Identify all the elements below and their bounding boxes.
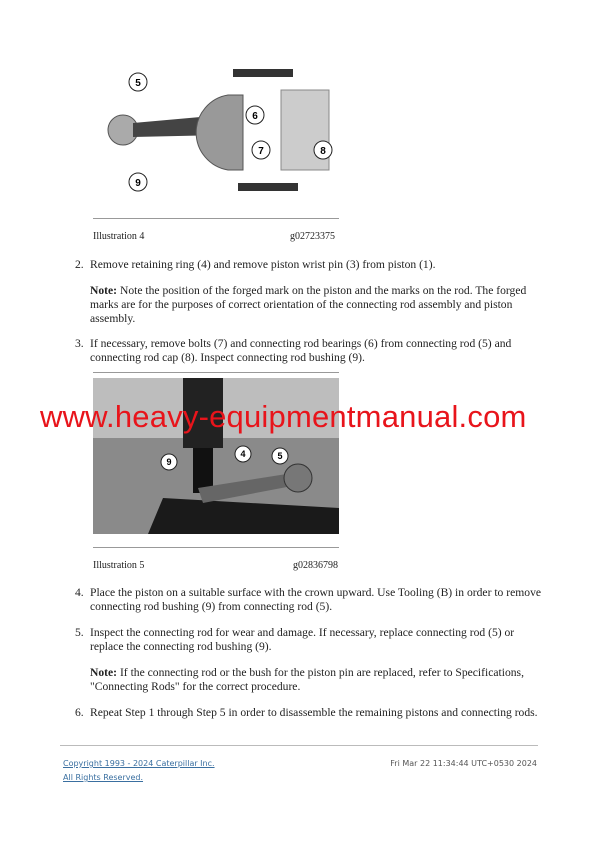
step-6-number: 6. — [75, 706, 84, 719]
note-label: Note: — [90, 284, 118, 297]
callout-6: 6 — [252, 111, 258, 122]
step-5-note — [90, 666, 545, 694]
callout-9: 9 — [135, 178, 141, 189]
step-5-text: Inspect the connecting rod for wear and damage. If necessary, replace connecting rod (5) or replace the connecting rod bushing (9). — [90, 626, 515, 653]
callout-9: 9 — [166, 457, 172, 467]
callout-4: 4 — [240, 449, 246, 459]
rights-link[interactable]: All Rights Reserved. — [63, 773, 144, 782]
step-6-text: Repeat Step 1 through Step 5 in order to disassemble the remaining pistons and connecting rods. — [90, 706, 538, 719]
note-text: Note the position of the forged mark on the piston and the marks on the rod. The forged marks are for the purposes of correct orientation of the connecting rod assembly and piston assembly. — [90, 284, 527, 325]
bolt-bottom — [238, 183, 298, 191]
illustration-5-code: g02836798 — [293, 560, 338, 571]
bolt-top — [233, 69, 293, 77]
illustration-4-caption: Illustration 4 — [93, 231, 145, 242]
note-text: If the connecting rod or the bush for the piston pin are replaced, refer to Specifications, "Connecting Rods" for the correct procedure. — [90, 666, 524, 693]
callout-7: 7 — [258, 146, 264, 157]
watermark: www.heavy-equipmentmanual.com — [40, 399, 527, 434]
step-2-number: 2. — [75, 258, 84, 271]
callout-8: 8 — [320, 146, 326, 157]
step-3-text: If necessary, remove bolts (7) and connecting rod bearings (6) from connecting rod (5) and connecting rod cap (8). Inspect connecting rod bushing (9). — [90, 337, 512, 364]
step-4-text: Place the piston on a suitable surface with the crown upward. Use Tooling (B) in order to remove connecting rod bushing (9) from connecting rod (5). — [90, 586, 542, 613]
timestamp: Fri Mar 22 11:34:44 UTC+0530 2024 — [390, 759, 537, 768]
step-3-number: 3. — [75, 337, 84, 350]
note-label: Note: — [90, 666, 118, 679]
callout-5: 5 — [277, 451, 283, 461]
callout-5: 5 — [135, 78, 141, 89]
illustration-5-caption: Illustration 5 — [93, 560, 145, 571]
step-2-text: Remove retaining ring (4) and remove piston wrist pin (3) from piston (1). — [90, 258, 436, 271]
copyright-link[interactable]: Copyright 1993 - 2024 Caterpillar Inc. — [63, 759, 215, 768]
illustration-4-image — [93, 45, 339, 205]
step-2-note — [90, 284, 545, 326]
step-5-number: 5. — [75, 626, 84, 639]
step-4-number: 4. — [75, 586, 84, 599]
illustration-4-code: g02723375 — [290, 231, 335, 242]
